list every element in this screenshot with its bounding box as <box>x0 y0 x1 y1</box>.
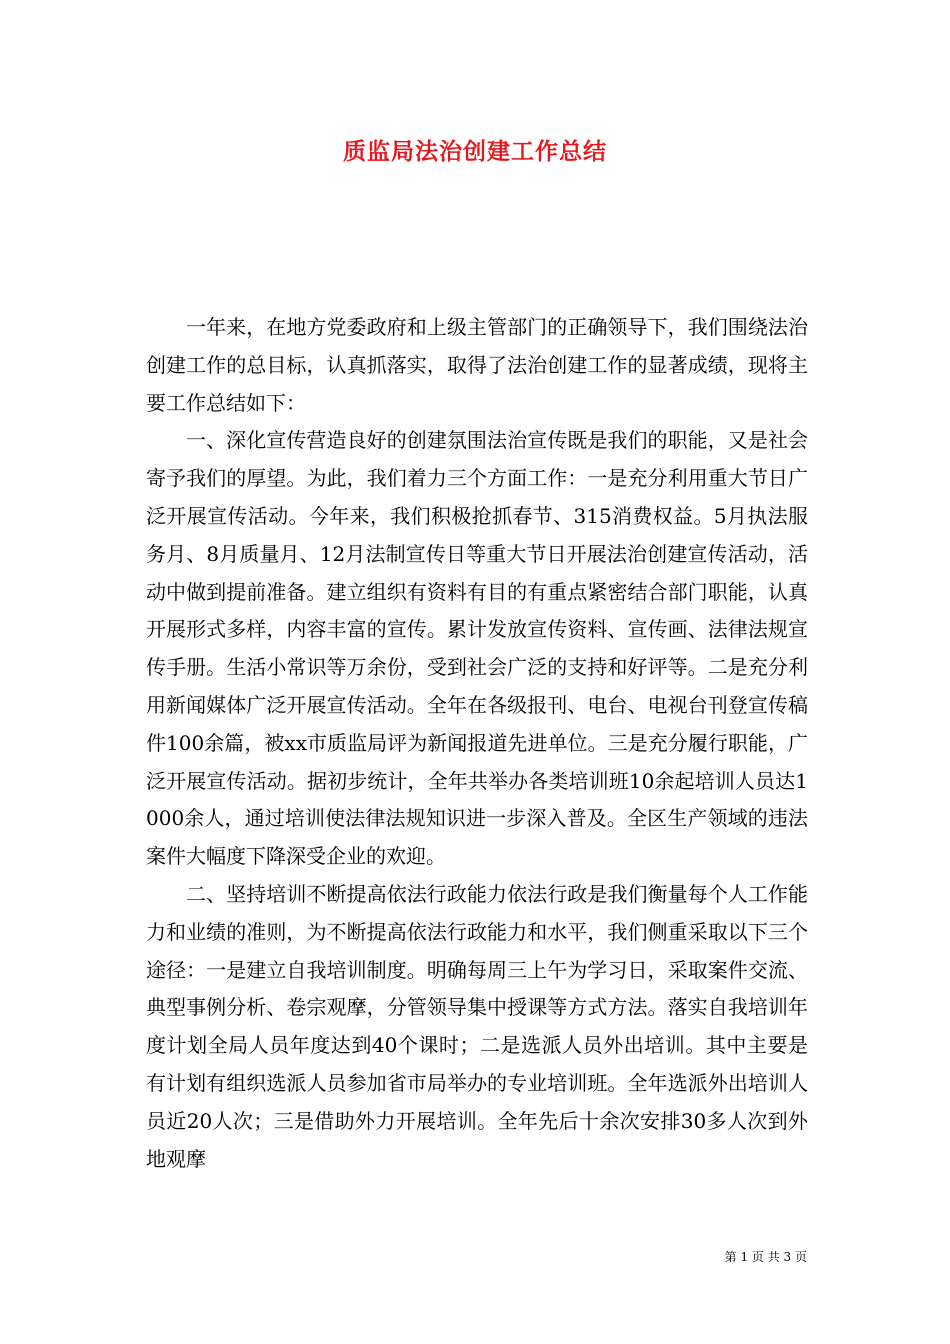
document-title: 质监局法治创建工作总结 <box>343 138 607 165</box>
paragraph-section-2: 二、坚持培训不断提高依法行政能力依法行政是我们衡量每个人工作能力和业绩的准则，为不断提高依法行政能力和水平，我们侧重采取以下三个途径：一是建立自我培训制度。明确每周三上午为学习日，采取案件交流、典型事例分析、卷宗观摩，分管领导集中授课等方式方法。落实自我培训年度计划全局人员年度达到40个课时；二是选派人员外出培训。其中主要是有计划有组织选派人员参加省市局举办的专业培训班。全年选派外出培训人员近20人次；三是借助外力开展培训。全年先后十余次安排30多人次到外地观摩 <box>146 881 808 1171</box>
paragraph-section-1: 一、深化宣传营造良好的创建氛围法治宣传既是我们的职能，又是社会寄予我们的厚望。为此，我们着力三个方面工作：一是充分利用重大节日广泛开展宣传活动。今年来，我们积极抢抓春节、315消费权益。5月执法服务月、8月质量月、12月法制宣传日等重大节日开展法治创建宣传活动，活动中做到提前准备。建立组织有资料有目的有重点紧密结合部门职能，认真开展形式多样，内容丰富的宣传。累计发放宣传资料、宣传画、法律法规宣传手册。生活小常识等万余份，受到社会广泛的支持和好评等。二是充分利用新闻媒体广泛开展宣传活动。全年在各级报刊、电台、电视台刊登宣传稿件100余篇，被xx市质监局评为新闻报道先进单位。三是充分履行职能，广泛开展宣传活动。据初步统计，全年共举办各类培训班10余起培训人员达1000余人，通过培训使法律法规知识进一步深入普及。全区生产领域的违法案件大幅度下降深受企业的欢迎。 <box>146 428 808 869</box>
page-number-footer: 第 1 页 共 3 页 <box>724 1250 807 1264</box>
paragraph-intro: 一年来，在地方党委政府和上级主管部门的正确领导下，我们围绕法治创建工作的总目标，认真抓落实，取得了法治创建工作的显著成绩，现将主要工作总结如下： <box>146 315 808 415</box>
document-body <box>146 309 808 1178</box>
